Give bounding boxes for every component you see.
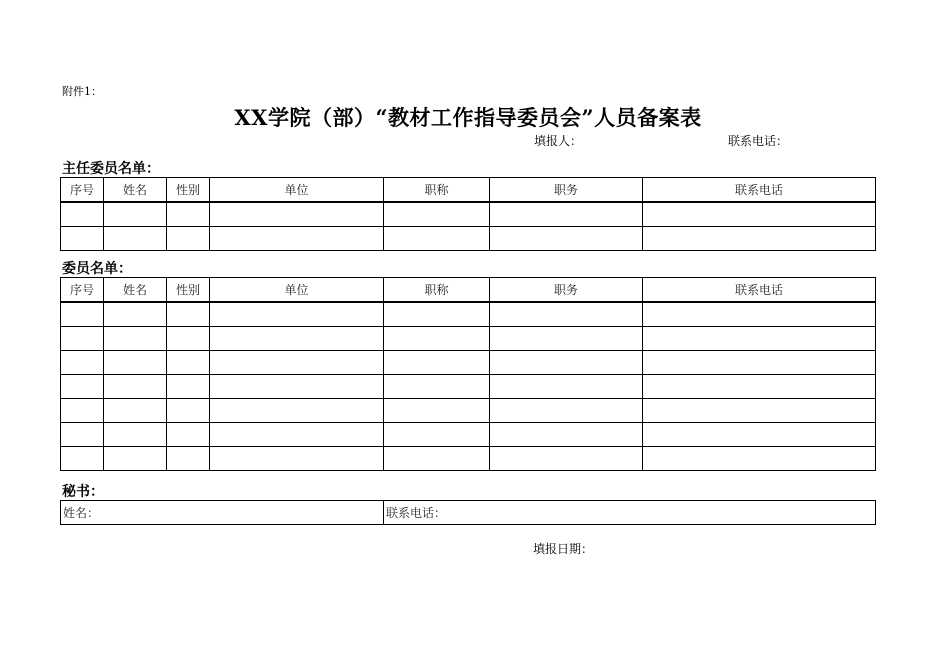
table-row [61, 227, 876, 251]
title-cell[interactable] [384, 375, 490, 399]
unit-cell[interactable] [210, 302, 384, 327]
position-cell[interactable] [490, 399, 643, 423]
unit-cell[interactable] [210, 447, 384, 471]
col-header-position: 职务 [490, 178, 643, 203]
index-cell[interactable] [61, 423, 104, 447]
phone-cell[interactable] [643, 423, 876, 447]
gender-cell[interactable] [167, 302, 210, 327]
position-cell[interactable] [490, 447, 643, 471]
index-cell[interactable] [61, 227, 104, 251]
phone-cell[interactable] [643, 302, 876, 327]
attachment-label: 附件1： [62, 85, 102, 98]
name-cell[interactable] [104, 423, 167, 447]
secretary-table [60, 500, 876, 525]
filler-label: 填报人： [534, 134, 583, 148]
position-cell[interactable] [490, 202, 643, 227]
index-cell[interactable] [61, 302, 104, 327]
table-row [61, 399, 876, 423]
name-cell[interactable] [104, 327, 167, 351]
table-row [61, 447, 876, 471]
col-header-phone: 联系电话 [643, 278, 876, 303]
name-cell[interactable] [104, 447, 167, 471]
fill-date-label: 填报日期： [533, 542, 594, 556]
secretary-name-cell[interactable]: 姓名： [61, 501, 384, 525]
phone-cell[interactable] [643, 227, 876, 251]
gender-cell[interactable] [167, 327, 210, 351]
table-row [61, 351, 876, 375]
position-cell[interactable] [490, 327, 643, 351]
position-cell[interactable] [490, 302, 643, 327]
index-cell[interactable] [61, 447, 104, 471]
unit-cell[interactable] [210, 327, 384, 351]
title-cell[interactable] [384, 399, 490, 423]
title-cell[interactable] [384, 351, 490, 375]
index-cell[interactable] [61, 327, 104, 351]
name-cell[interactable] [104, 351, 167, 375]
title-cell[interactable] [384, 423, 490, 447]
gender-cell[interactable] [167, 447, 210, 471]
phone-cell[interactable] [643, 375, 876, 399]
position-cell[interactable] [490, 423, 643, 447]
unit-cell[interactable] [210, 423, 384, 447]
chair-table-header [61, 178, 876, 203]
col-header-phone: 联系电话 [643, 178, 876, 203]
index-cell[interactable] [61, 399, 104, 423]
title-cell[interactable] [384, 447, 490, 471]
index-cell[interactable] [61, 375, 104, 399]
gender-cell[interactable] [167, 423, 210, 447]
table-row [61, 202, 876, 227]
unit-cell[interactable] [210, 375, 384, 399]
col-header-unit: 单位 [210, 278, 384, 303]
phone-cell[interactable] [643, 202, 876, 227]
col-header-gender: 性别 [167, 278, 210, 303]
gender-cell[interactable] [167, 227, 210, 251]
name-cell[interactable] [104, 202, 167, 227]
unit-cell[interactable] [210, 351, 384, 375]
chair-table-body [61, 202, 876, 251]
index-cell[interactable] [61, 202, 104, 227]
title-cell[interactable] [384, 302, 490, 327]
table-row [61, 375, 876, 399]
name-cell[interactable] [104, 227, 167, 251]
members-table-header [61, 278, 876, 303]
gender-cell[interactable] [167, 351, 210, 375]
title-cell[interactable] [384, 327, 490, 351]
members-section-label: 委员名单： [62, 261, 132, 277]
chair-table [60, 177, 876, 251]
members-table [60, 277, 876, 471]
position-cell[interactable] [490, 227, 643, 251]
col-header-index: 序号 [61, 178, 104, 203]
chair-section-label: 主任委员名单： [62, 161, 160, 177]
col-header-title: 职称 [384, 178, 490, 203]
gender-cell[interactable] [167, 202, 210, 227]
name-cell[interactable] [104, 302, 167, 327]
secretary-row [61, 501, 876, 525]
name-cell[interactable] [104, 375, 167, 399]
name-cell[interactable] [104, 399, 167, 423]
secretary-phone-cell[interactable]: 联系电话： [384, 501, 876, 525]
col-header-name: 姓名 [104, 278, 167, 303]
index-cell[interactable] [61, 351, 104, 375]
col-header-position: 职务 [490, 278, 643, 303]
gender-cell[interactable] [167, 375, 210, 399]
phone-cell[interactable] [643, 447, 876, 471]
title-cell[interactable] [384, 202, 490, 227]
members-table-body [61, 302, 876, 471]
position-cell[interactable] [490, 351, 643, 375]
gender-cell[interactable] [167, 399, 210, 423]
table-row [61, 302, 876, 327]
phone-cell[interactable] [643, 351, 876, 375]
table-row [61, 327, 876, 351]
title-cell[interactable] [384, 227, 490, 251]
unit-cell[interactable] [210, 399, 384, 423]
page-title: XX学院（部）“教材工作指导委员会”人员备案表 [234, 105, 702, 130]
col-header-title: 职称 [384, 278, 490, 303]
header-phone-label: 联系电话： [728, 134, 789, 148]
table-row [61, 423, 876, 447]
position-cell[interactable] [490, 375, 643, 399]
col-header-index: 序号 [61, 278, 104, 303]
col-header-unit: 单位 [210, 178, 384, 203]
unit-cell[interactable] [210, 202, 384, 227]
col-header-name: 姓名 [104, 178, 167, 203]
phone-cell[interactable] [643, 399, 876, 423]
col-header-gender: 性别 [167, 178, 210, 203]
phone-cell[interactable] [643, 327, 876, 351]
unit-cell[interactable] [210, 227, 384, 251]
secretary-section-label: 秘书： [62, 484, 104, 500]
